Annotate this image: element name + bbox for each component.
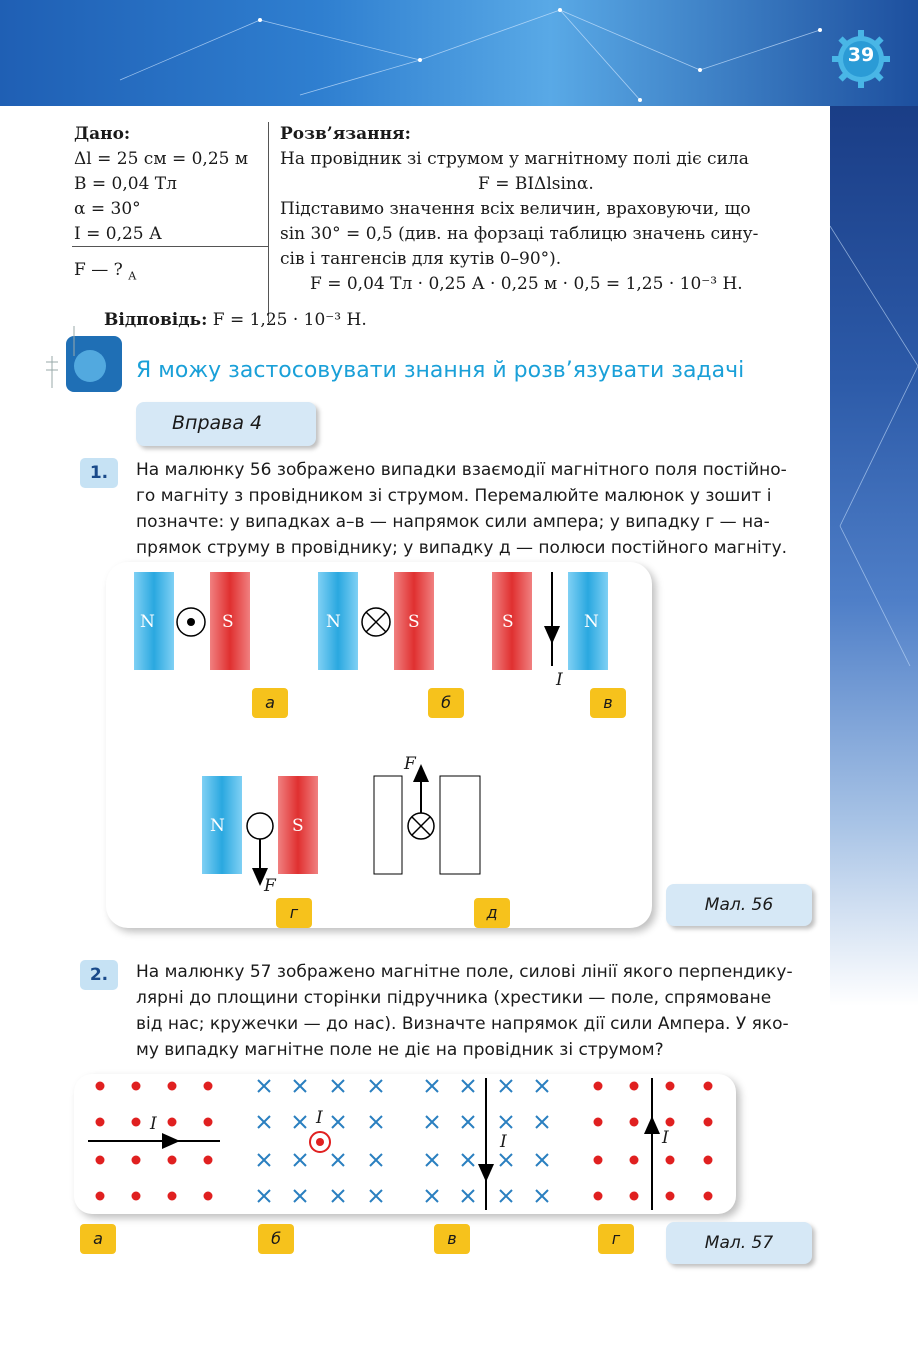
solution-block bbox=[280, 122, 820, 297]
answer-block bbox=[104, 308, 367, 333]
field-cross bbox=[426, 1116, 438, 1128]
pole-label: N bbox=[326, 612, 341, 632]
find-subscript: А bbox=[128, 269, 137, 283]
task-line: го магніту з провідником зі струмом. Перемалюйте малюнок у зошит і bbox=[136, 486, 772, 506]
answer-label: Відповідь: bbox=[104, 310, 208, 330]
side-decoration bbox=[830, 106, 918, 1006]
figure-caption: Мал. 57 bbox=[666, 1222, 812, 1264]
header-banner bbox=[0, 0, 918, 106]
pole-label: S bbox=[502, 612, 514, 632]
case-label: а bbox=[252, 688, 288, 718]
field-dot bbox=[132, 1192, 141, 1201]
conductor-unknown-icon bbox=[247, 813, 273, 839]
field-dot bbox=[594, 1156, 603, 1165]
field-dot bbox=[168, 1118, 177, 1127]
field-cross bbox=[536, 1190, 548, 1202]
field-dot bbox=[666, 1192, 675, 1201]
figure-57 bbox=[74, 1074, 736, 1214]
case-label: б bbox=[428, 688, 464, 718]
field-dot bbox=[666, 1156, 675, 1165]
case-label: г bbox=[598, 1224, 634, 1254]
field-dot bbox=[630, 1192, 639, 1201]
current-label: I bbox=[556, 670, 563, 690]
case-label: г bbox=[276, 898, 312, 928]
field-dot bbox=[132, 1118, 141, 1127]
case-label: б bbox=[258, 1224, 294, 1254]
current-label: I bbox=[662, 1128, 669, 1148]
task-number: 2. bbox=[80, 960, 118, 990]
task-1-text bbox=[136, 457, 818, 561]
figure-caption: Мал. 56 bbox=[666, 884, 812, 926]
field-cross bbox=[294, 1154, 306, 1166]
task-number: 1. bbox=[80, 458, 118, 488]
field-dot bbox=[704, 1082, 713, 1091]
force-label: F bbox=[264, 876, 276, 896]
figure-56-drawing bbox=[106, 562, 652, 928]
formula-result: F = 0,04 Тл · 0,25 А · 0,25 м · 0,5 = 1,25 · 10⁻³ Н. bbox=[310, 274, 743, 294]
case-label: а bbox=[80, 1224, 116, 1254]
field-cross bbox=[500, 1154, 512, 1166]
field-cross bbox=[462, 1080, 474, 1092]
field-dot bbox=[132, 1156, 141, 1165]
pole-label: S bbox=[222, 612, 234, 632]
section-title: Я можу застосовувати знання й розв’язувати задачі bbox=[136, 358, 745, 383]
field-cross bbox=[294, 1080, 306, 1092]
pole-label: S bbox=[408, 612, 420, 632]
field-cross bbox=[258, 1080, 270, 1092]
pole-label: N bbox=[140, 612, 155, 632]
field-cross bbox=[462, 1190, 474, 1202]
given-line: Δl = 25 см = 0,25 м bbox=[74, 149, 249, 169]
field-dot bbox=[594, 1118, 603, 1127]
given-line: B = 0,04 Тл bbox=[74, 174, 177, 194]
field-cross bbox=[500, 1190, 512, 1202]
field-cross bbox=[462, 1116, 474, 1128]
task-line: від нас; кружечки — до нас). Визначте напрямок дії сили Ампера. У яко- bbox=[136, 1014, 789, 1034]
field-dot bbox=[96, 1156, 105, 1165]
field-cross bbox=[426, 1190, 438, 1202]
pole-label: N bbox=[210, 816, 225, 836]
task-line: На малюнку 56 зображено випадки взаємодії магнітного поля постійно- bbox=[136, 460, 787, 480]
given-line: α = 30° bbox=[74, 199, 141, 219]
field-cross bbox=[536, 1154, 548, 1166]
solution-line: Підставимо значення всіх величин, враховуючи, що bbox=[280, 199, 751, 219]
constellation-decoration bbox=[0, 0, 918, 106]
field-dot bbox=[168, 1156, 177, 1165]
field-cross bbox=[536, 1116, 548, 1128]
formula: F = BIΔlsinα. bbox=[478, 174, 594, 194]
answer-value: F = 1,25 · 10⁻³ Н. bbox=[212, 310, 367, 330]
figure-56 bbox=[106, 562, 652, 928]
field-dot bbox=[96, 1192, 105, 1201]
find-block bbox=[74, 258, 136, 288]
field-cross bbox=[500, 1116, 512, 1128]
field-cross bbox=[294, 1190, 306, 1202]
task-line: позначте: у випадках а–в — напрямок сили ампера; у випадку г — на- bbox=[136, 512, 770, 532]
field-cross bbox=[294, 1116, 306, 1128]
figure-57-drawing bbox=[74, 1074, 736, 1214]
magnet-unknown bbox=[440, 776, 480, 874]
solution-line: сів і тангенсів для кутів 0–90°). bbox=[280, 249, 562, 269]
field-cross bbox=[332, 1154, 344, 1166]
field-dot bbox=[132, 1082, 141, 1091]
field-dot bbox=[704, 1192, 713, 1201]
given-line: I = 0,25 А bbox=[74, 224, 162, 244]
case-label: в bbox=[590, 688, 626, 718]
field-cross bbox=[332, 1190, 344, 1202]
solution-title: Розв’язання: bbox=[280, 124, 411, 144]
field-dot bbox=[204, 1192, 213, 1201]
solution-line: sin 30° = 0,5 (див. на форзаці таблицю значень сину- bbox=[280, 224, 759, 244]
field-dot bbox=[204, 1118, 213, 1127]
field-dot bbox=[630, 1082, 639, 1091]
current-label: I bbox=[500, 1132, 507, 1152]
field-dot bbox=[204, 1156, 213, 1165]
field-cross bbox=[332, 1116, 344, 1128]
task-line: На малюнку 57 зображено магнітне поле, силові лінії якого перпендику- bbox=[136, 962, 793, 982]
field-cross bbox=[258, 1190, 270, 1202]
solution-divider bbox=[268, 122, 269, 322]
field-cross bbox=[370, 1116, 382, 1128]
current-label: I bbox=[316, 1108, 323, 1128]
field-dot bbox=[168, 1192, 177, 1201]
field-cross bbox=[258, 1154, 270, 1166]
field-dot bbox=[594, 1192, 603, 1201]
field-dot bbox=[96, 1118, 105, 1127]
field-dot bbox=[630, 1156, 639, 1165]
field-cross bbox=[370, 1190, 382, 1202]
pole-label: S bbox=[292, 816, 304, 836]
case-label: в bbox=[434, 1224, 470, 1254]
field-cross bbox=[536, 1080, 548, 1092]
given-title: Дано: bbox=[74, 124, 131, 144]
task-line: му випадку магнітне поле не діє на провідник зі струмом? bbox=[136, 1040, 664, 1060]
field-cross bbox=[370, 1080, 382, 1092]
given-divider bbox=[72, 246, 268, 247]
task-line: прямок струму в провіднику; у випадку д — полюси постійного магніту. bbox=[136, 538, 788, 558]
field-cross bbox=[370, 1154, 382, 1166]
force-label: F bbox=[404, 754, 416, 774]
field-dot bbox=[204, 1082, 213, 1091]
field-dot bbox=[704, 1156, 713, 1165]
magnet-unknown bbox=[374, 776, 402, 874]
field-cross bbox=[332, 1080, 344, 1092]
field-dot bbox=[666, 1118, 675, 1127]
pole-label: N bbox=[584, 612, 599, 632]
solution-line: На провідник зі струмом у магнітному полі діє сила bbox=[280, 149, 749, 169]
field-dot bbox=[594, 1082, 603, 1091]
page-number: 39 bbox=[847, 44, 875, 66]
field-dot bbox=[666, 1082, 675, 1091]
task-line: лярні до площини сторінки підручника (хрестики — поле, спрямоване bbox=[136, 988, 772, 1008]
field-dot bbox=[96, 1082, 105, 1091]
task-2-text bbox=[136, 959, 818, 1063]
field-cross bbox=[258, 1116, 270, 1128]
field-cross bbox=[500, 1080, 512, 1092]
section-icon bbox=[44, 326, 126, 396]
field-dot bbox=[704, 1118, 713, 1127]
given-block bbox=[74, 122, 248, 247]
field-cross bbox=[426, 1080, 438, 1092]
field-dot bbox=[630, 1118, 639, 1127]
case-label: д bbox=[474, 898, 510, 928]
current-label: I bbox=[150, 1114, 157, 1134]
exercise-label: Вправа 4 bbox=[172, 412, 263, 434]
field-dot bbox=[168, 1082, 177, 1091]
field-cross bbox=[426, 1154, 438, 1166]
exercise-tag bbox=[136, 402, 316, 446]
field-cross bbox=[462, 1154, 474, 1166]
find-value: F — ? bbox=[74, 260, 123, 280]
